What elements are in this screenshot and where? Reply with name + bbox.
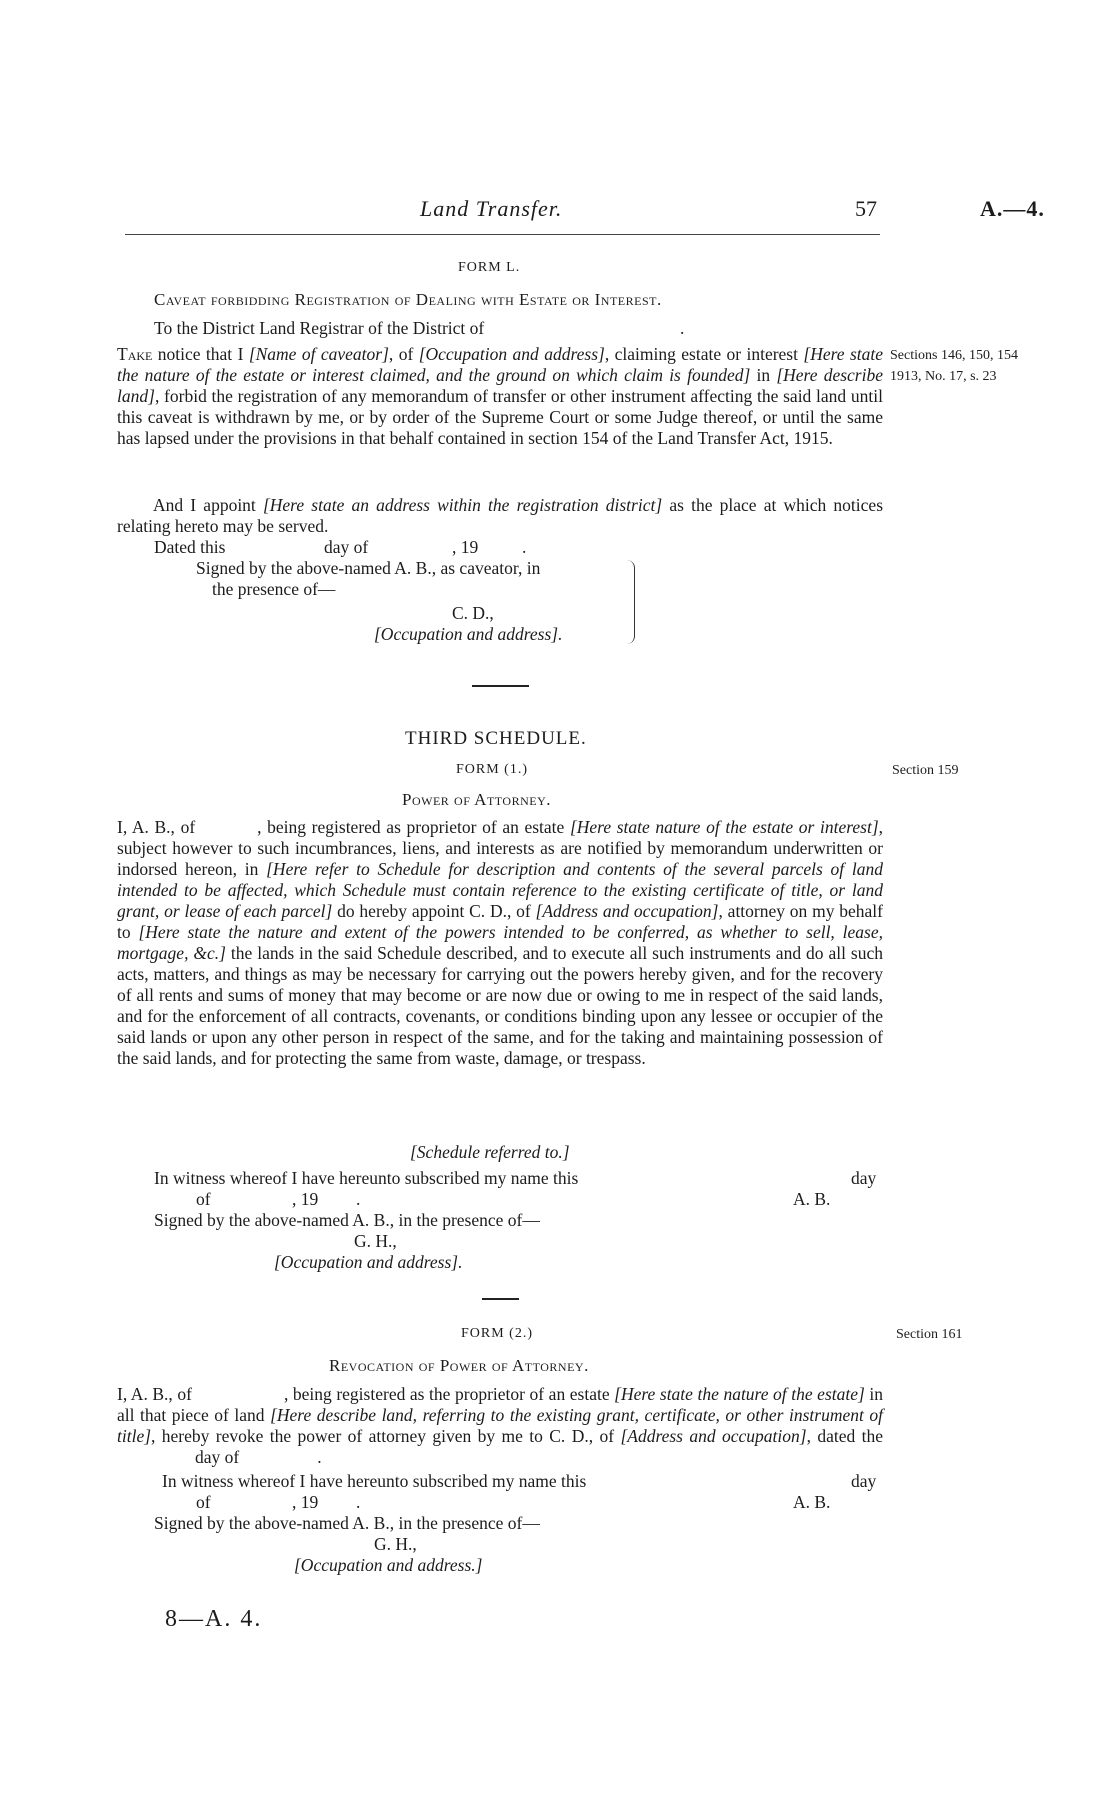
form-l-heading: Caveat forbidding Registration of Dealing with Estate or Interest. — [154, 290, 662, 309]
dated-this: Dated this — [154, 537, 226, 557]
header-rule — [125, 234, 880, 235]
p1-nature: [Here state the nature of the estate or interest claimed, and the ground on which claim is founded] — [117, 344, 883, 385]
f2-period: . — [356, 1492, 361, 1512]
f2-witness-line: In witness whereof I have hereunto subscribed my name this — [162, 1471, 587, 1491]
dated-year: , 19 — [452, 537, 479, 557]
paper-reference: A.—4. — [980, 196, 1045, 221]
f1-nature: [Here state nature of the estate or interest] — [569, 817, 879, 837]
f2-signature: A. B. — [793, 1492, 831, 1512]
form-l-margin-sections: Sections 146, 150, 154 — [890, 348, 1018, 363]
f1-witness-line: In witness whereof I have hereunto subscribed my name this — [154, 1168, 579, 1188]
f2-witness-gh: G. H., — [374, 1534, 417, 1554]
f2-text-b: , being registered as the proprietor of an estate — [283, 1384, 615, 1404]
form-l-margin-act: 1913, No. 17, s. 23 — [890, 369, 997, 384]
schedule-referred-to-text: [Schedule referred to.] — [410, 1142, 570, 1162]
f2-text-d: in all that piece of land — [117, 1384, 883, 1425]
p1-text-i: , forbid the registration of any memorandum of transfer or other instrument affecting the said land until this caveat is withdrawn by me, or by order of the Supreme Court or some Judge thereof, or until the same has lapsed under the provisions in that behalf contained in section 154 of the Land Transfer Act, 1915. — [117, 386, 883, 448]
witness-cd-address-text: [Occupation and address]. — [374, 624, 563, 644]
f2-witness-address-text: [Occupation and address.] — [294, 1555, 483, 1575]
f2-signed: Signed by the above-named A. B., in the presence of— — [154, 1513, 540, 1533]
p1-text-a: notice that I — [152, 344, 249, 364]
f1-text-f: do hereby appoint C. D., of — [332, 901, 536, 921]
f1-period: . — [356, 1189, 361, 1209]
form-l-label: FORM L. — [458, 260, 521, 275]
form-2-paragraph — [117, 1384, 883, 1468]
witness-cd-address — [374, 624, 562, 645]
form-1-heading: Power of Attorney. — [402, 790, 551, 809]
footer-folio: 8—A. 4. — [165, 1606, 263, 1632]
f2-text-j: . — [317, 1447, 322, 1467]
f2-text-a: I, A. B., of — [117, 1384, 192, 1404]
p1-text-g: in — [750, 365, 777, 385]
p2-text-c: as the place at which notices relating hereto may be served. — [117, 495, 884, 536]
p2-address: [Here state an address within the registration district] — [262, 495, 663, 515]
f1-witness-address — [274, 1252, 462, 1273]
form-l-addressee: To the District Land Registrar of the District of — [154, 318, 485, 338]
form-1-paragraph — [117, 817, 883, 1069]
running-title: Land Transfer. — [420, 196, 563, 221]
page-number: 57 — [855, 196, 877, 221]
p1-occupation: [Occupation and address] — [418, 344, 605, 364]
f2-day: day — [851, 1471, 877, 1491]
f2-witness-address — [294, 1555, 482, 1576]
f1-powers: [Here state the nature and extent of the powers intended to be conferred, as whether to sell, lease, mortgage, &c.] — [117, 922, 883, 963]
f1-text-j: the lands in the said Schedule described, and to execute all such instruments and do all such acts, matters, and things as may be necessary for carrying out the powers hereby given, and for the recovery of all rents and sums of money that may become or are now due or owing to me in respect of the said lands, and for the enforcement of all contracts, covenants, or conditions binding upon any lessee or occupier of the said lands or upon any other person in respect of the same, and for the taking and maintaining possession of the said lands, and for protecting the same from waste, damage, or trespass. — [117, 943, 883, 1068]
f1-year: , 19 — [292, 1189, 319, 1209]
f1-text-a: I, A. B., of — [117, 817, 196, 837]
form-l-paragraph-2 — [117, 495, 883, 537]
f2-describe-land: [Here describe land, referring to the existing grant, certificate, or other instrument of title] — [117, 1405, 884, 1446]
f2-address: [Address and occupation] — [620, 1426, 807, 1446]
p1-describe-land: [Here describe land] — [117, 365, 883, 406]
form-l-paragraph-1 — [117, 344, 883, 449]
f2-nature: [Here state the nature of the estate] — [614, 1384, 865, 1404]
form-2-label: FORM (2.) — [461, 1326, 534, 1341]
form-2-margin: Section 161 — [896, 1327, 963, 1342]
p1-text-c: , of — [388, 344, 419, 364]
section-divider-2 — [482, 1298, 519, 1300]
form-2-heading: Revocation of Power of Attorney. — [329, 1356, 589, 1375]
f1-of: of — [196, 1189, 211, 1209]
f1-text-d: , subject however to such incumbrances, liens, and interests as are notified by memorandum underwritten or indorsed hereon, in — [117, 817, 884, 879]
f1-text-h: , attorney on my behalf to — [117, 901, 883, 942]
f2-text-h: , dated the — [806, 1426, 883, 1446]
witness-cd: C. D., — [452, 603, 494, 623]
form-l-addressee-end: . — [680, 318, 685, 338]
f2-year: , 19 — [292, 1492, 319, 1512]
f1-address: [Address and occupation] — [535, 901, 719, 921]
f2-of: of — [196, 1492, 211, 1512]
signature-brace — [626, 560, 635, 644]
f1-signature: A. B. — [793, 1189, 831, 1209]
signed-caveator: Signed by the above-named A. B., as caveator, in — [196, 558, 541, 578]
f1-day: day — [851, 1168, 877, 1188]
f1-witness-gh: G. H., — [354, 1231, 397, 1251]
take-word: Take — [117, 344, 153, 364]
f1-signed: Signed by the above-named A. B., in the presence of— — [154, 1210, 540, 1230]
f1-schedule-ref: [Here refer to Schedule for description and contents of the several parcels of land intended to be affected, which Schedule must contain reference to the existing certificate of title, or land grant, or lease of each parcel] — [117, 859, 884, 921]
signed-presence: the presence of— — [212, 579, 336, 599]
dated-day-of: day of — [324, 537, 369, 557]
f2-text-i: day of — [195, 1447, 240, 1467]
form-1-label: FORM (1.) — [456, 762, 529, 777]
f1-witness-address-text: [Occupation and address]. — [274, 1252, 463, 1272]
p1-caveator: [Name of caveator] — [248, 344, 389, 364]
dated-period: . — [522, 537, 527, 557]
section-divider-1 — [472, 685, 529, 687]
form-1-margin: Section 159 — [892, 763, 959, 778]
p1-text-e: , claiming estate or interest — [604, 344, 804, 364]
f1-text-b: , being registered as proprietor of an estate — [257, 817, 570, 837]
p2-text-a: And I appoint — [153, 495, 263, 515]
f2-text-f: , hereby revoke the power of attorney given by me to C. D., of — [151, 1426, 621, 1446]
third-schedule-heading: THIRD SCHEDULE. — [405, 728, 587, 749]
schedule-referred-to — [410, 1142, 570, 1163]
